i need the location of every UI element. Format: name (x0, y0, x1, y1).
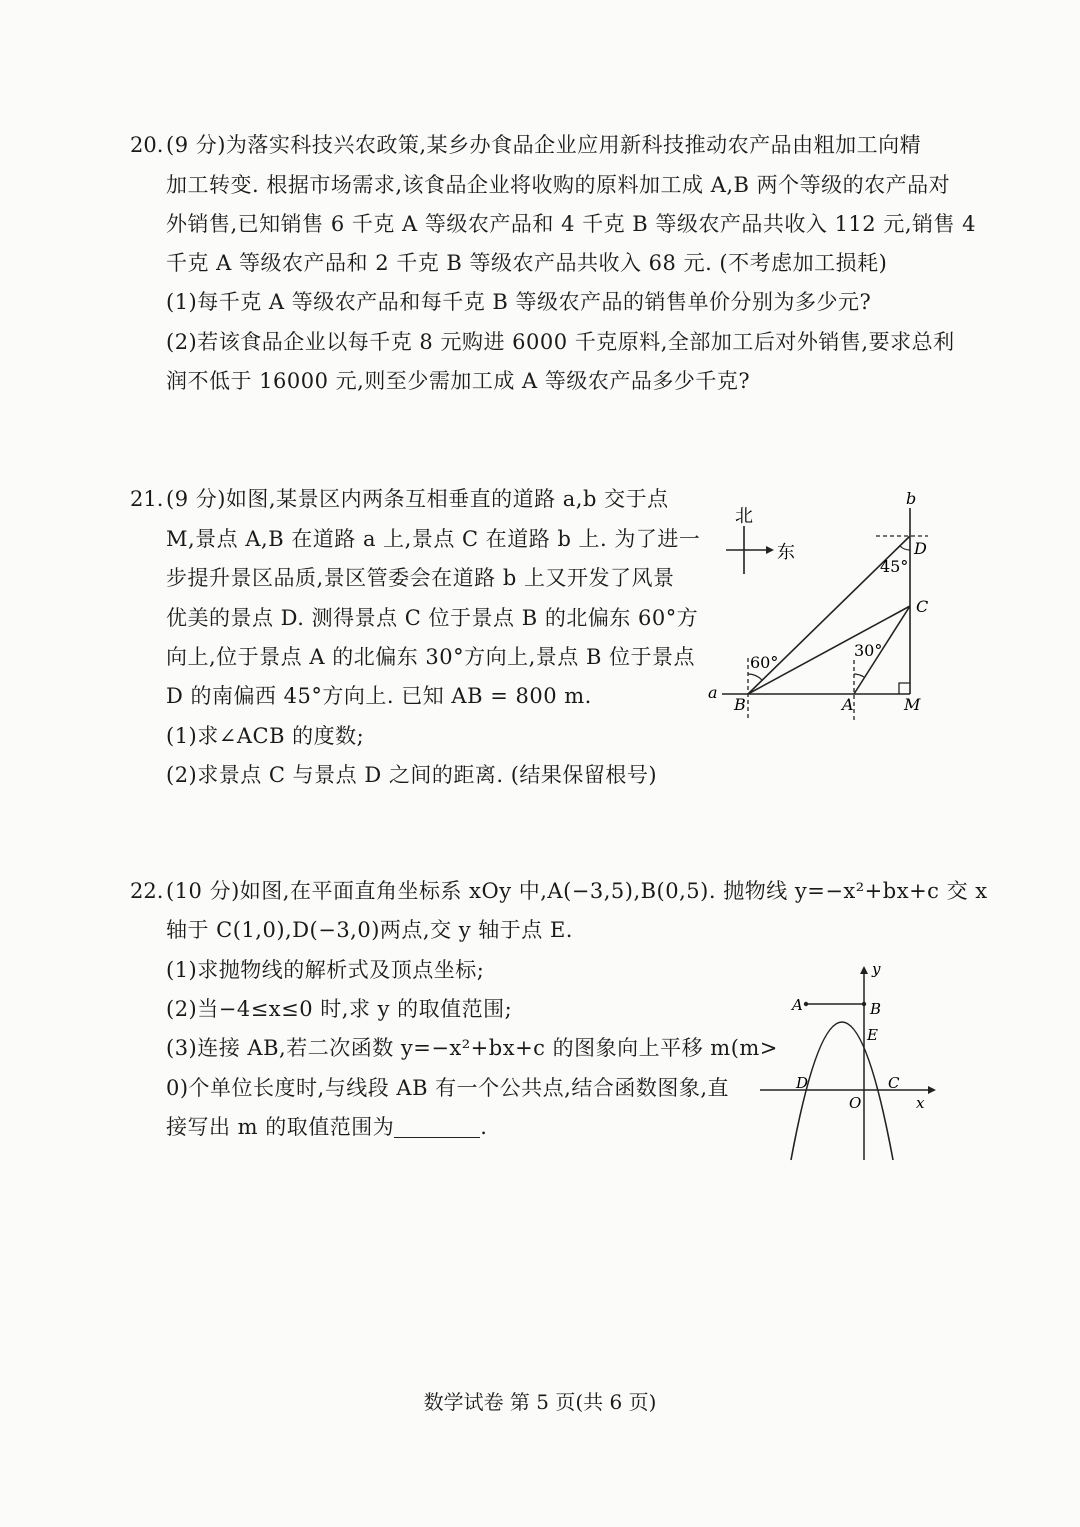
angle-label-B: 60° (750, 653, 779, 672)
point-A-label: A (842, 695, 854, 714)
x-axis-label: x (916, 1094, 925, 1112)
q21-figure (700, 488, 950, 728)
road-a-label: a (708, 683, 718, 702)
origin-label: O (849, 1094, 862, 1112)
q21-line-5: 向上,位于景点 A 的北偏东 30°方向上,景点 B 位于景点 (166, 645, 696, 669)
q20-line-7: 润不低于 16000 元,则至少需加工成 A 等级农产品多少千克? (166, 369, 751, 393)
q20-line-2: 加工转变. 根据市场需求,该食品企业将收购的原料加工成 A,B 两个等级的农产品对 (166, 173, 951, 197)
q22-line-6: 0)个单位长度时,与线段 AB 有一个公共点,结合函数图象,直 (166, 1076, 730, 1100)
q22-line-7-text: 接写出 m 的取值范围为 (166, 1115, 395, 1139)
q20-line-5: (1)每千克 A 等级农产品和每千克 B 等级农产品的销售单价分别为多少元? (166, 290, 872, 314)
point-B (862, 1002, 866, 1006)
x-axis-arrow-icon (928, 1086, 936, 1094)
point-E-label: E (867, 1026, 878, 1044)
compass-east-arrow-icon (766, 546, 774, 554)
q21-line-2: M,景点 A,B 在道路 a 上,景点 C 在道路 b 上. 为了进一 (166, 527, 701, 551)
q22-line-4: (2)当−4≤x≤0 时,求 y 的取值范围; (166, 997, 513, 1021)
point-B-label: B (870, 1000, 882, 1018)
angle-arc-B (748, 674, 762, 680)
point-M-label: M (904, 695, 921, 714)
q21-line-6: D 的南偏西 45°方向上. 已知 AB = 800 m. (166, 684, 592, 708)
y-axis-label: y (872, 960, 881, 978)
q21-line-1: (9 分)如图,某景区内两条互相垂直的道路 a,b 交于点 (166, 487, 669, 511)
answer-blank[interactable] (394, 1115, 480, 1138)
angle-arc-D (900, 546, 910, 550)
q20-line-1: (9 分)为落实科技兴农政策,某乡办食品企业应用新科技推动农产品由粗加工向精 (166, 133, 922, 157)
segment-BC (748, 606, 910, 694)
q22-figure (756, 956, 956, 1166)
right-angle-mark (899, 683, 910, 694)
road-b-label: b (906, 489, 917, 508)
q22-line-3: (1)求抛物线的解析式及顶点坐标; (166, 958, 485, 982)
q21-line-3: 步提升景区品质,景区管委会在道路 b 上又开发了风景 (166, 566, 675, 590)
q22-line-5: (3)连接 AB,若二次函数 y=−x²+bx+c 的图象向上平移 m(m> (166, 1036, 778, 1060)
q22-line-2: 轴于 C(1,0),D(−3,0)两点,交 y 轴于点 E. (166, 918, 573, 942)
q20-line-3: 外销售,已知销售 6 千克 A 等级农产品和 4 千克 B 等级农产品共收入 112 元,销售 4 (166, 212, 977, 236)
q22-line-7 (166, 1112, 487, 1142)
point-A (804, 1002, 808, 1006)
point-D-label: D (796, 1074, 809, 1092)
q21-line-8: (2)求景点 C 与景点 D 之间的距离. (结果保留根号) (166, 763, 658, 787)
compass-north-label: 北 (735, 506, 753, 527)
point-D-label: D (914, 539, 927, 558)
point-B-label: B (734, 695, 746, 714)
q21-line-7: (1)求∠ACB 的度数; (166, 724, 365, 748)
angle-arc-A (854, 674, 864, 677)
point-C-label: C (916, 597, 929, 616)
q21-line-4: 优美的景点 D. 测得景点 C 位于景点 B 的北偏东 60°方 (166, 606, 699, 630)
point-C-label: C (888, 1074, 900, 1092)
q21-number: 21. (130, 487, 164, 511)
q22-number: 22. (130, 879, 164, 903)
q22-line-1: (10 分)如图,在平面直角坐标系 xOy 中,A(−3,5),B(0,5). 抛物线 y=−x²+bx+c 交 x (166, 879, 988, 903)
point-A-label: A (792, 996, 803, 1014)
q22-line-7-period: . (480, 1115, 488, 1139)
page-footer: 数学试卷 第 5 页(共 6 页) (423, 1390, 657, 1414)
q20-number: 20. (130, 133, 164, 157)
q20-line-4: 千克 A 等级农产品和 2 千克 B 等级农产品共收入 68 元. (不考虑加工损耗) (166, 251, 888, 275)
compass-east-label: 东 (777, 542, 795, 563)
angle-label-D: 45° (880, 557, 909, 576)
q20-line-6: (2)若该食品企业以每千克 8 元购进 6000 千克原料,全部加工后对外销售,要求总利 (166, 330, 955, 354)
y-axis-arrow-icon (860, 966, 868, 974)
angle-label-A: 30° (854, 641, 883, 660)
